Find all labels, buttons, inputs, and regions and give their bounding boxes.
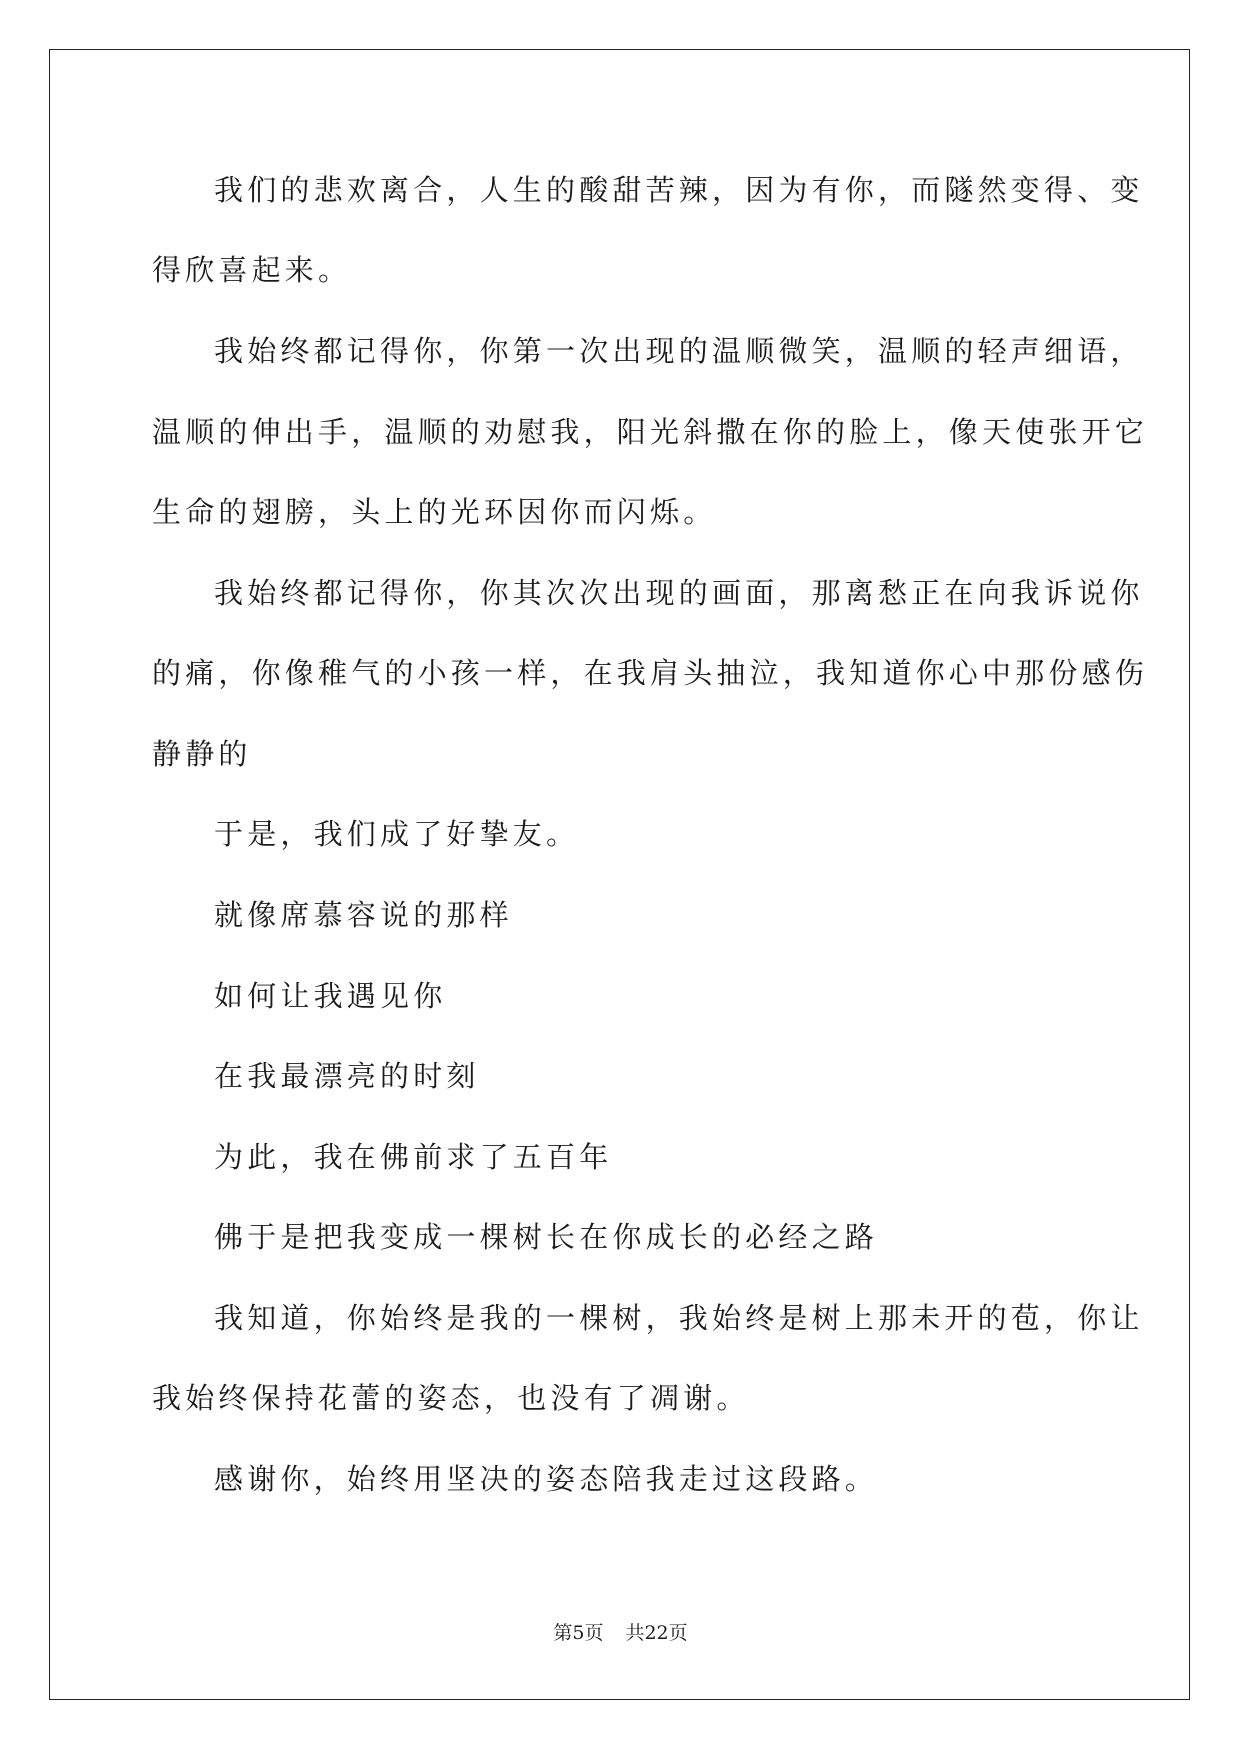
paragraph-line: 我始终都记得你，你第一次出现的温顺微笑，温顺的轻声细语，: [214, 334, 1144, 368]
page-footer: [0, 1620, 1241, 1646]
paragraph-line: 我知道，你始终是我的一棵树，我始终是树上那未开的苞，你让: [214, 1301, 1144, 1335]
page-border: [49, 49, 1190, 1700]
paragraph-line: 温顺的伸出手，温顺的劝慰我，阳光斜撒在你的脸上，像天使张开它: [152, 415, 1149, 449]
paragraph-line: 于是，我们成了好挚友。: [214, 817, 580, 851]
page-total: 共22页: [625, 1622, 688, 1644]
paragraph-line: 佛于是把我变成一棵树长在你成长的必经之路: [214, 1220, 879, 1254]
paragraph-line: 我始终都记得你，你其次次出现的画面，那离愁正在向我诉说你: [214, 576, 1144, 610]
paragraph-line: 感谢你，始终用坚决的姿态陪我走过这段路。: [214, 1462, 879, 1496]
page-number: 第5页: [553, 1622, 604, 1644]
paragraph-line: 生命的翅膀，头上的光环因你而闪烁。: [152, 495, 717, 529]
paragraph-line: 得欣喜起来。: [152, 253, 352, 287]
paragraph-line: 如何让我遇见你: [214, 979, 447, 1013]
paragraph-line: 就像席慕容说的那样: [214, 898, 513, 932]
paragraph-line: 在我最漂亮的时刻: [214, 1059, 480, 1093]
paragraph-line: 的痛，你像稚气的小孩一样，在我肩头抽泣，我知道你心中那份感伤: [152, 656, 1149, 690]
paragraph-line: 我始终保持花蕾的姿态，也没有了凋谢。: [152, 1381, 750, 1415]
paragraph-line: 我们的悲欢离合，人生的酸甜苦辣，因为有你，而隧然变得、变: [214, 173, 1144, 207]
paragraph-line: 为此，我在佛前求了五百年: [214, 1140, 613, 1174]
paragraph-line: 静静的: [152, 737, 252, 771]
